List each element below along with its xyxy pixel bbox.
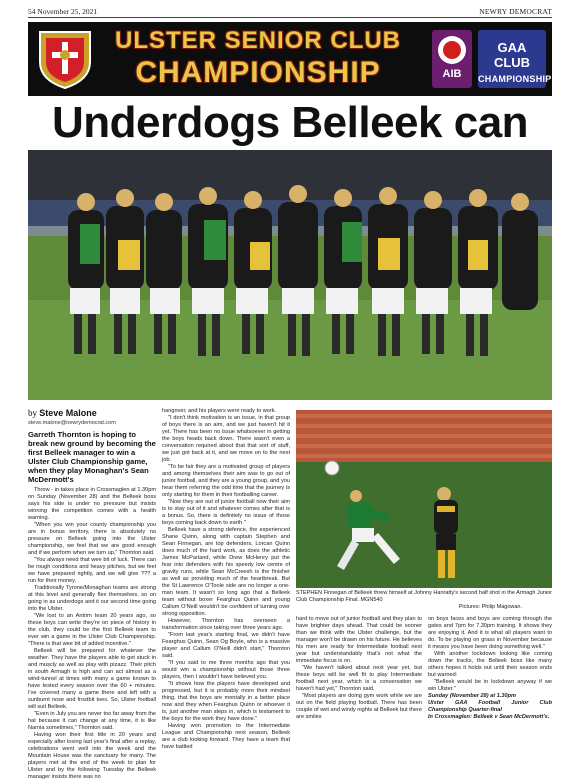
byline-author: Steve Malone [39, 408, 97, 418]
gaa-logo-line2: CHAMPIONSHIPS [478, 74, 558, 84]
header-rule [28, 17, 552, 18]
ulster-crest-icon [36, 28, 94, 90]
championship-banner [28, 22, 558, 96]
paragraph: Having won their first title in 20 years and especially after losing last year's final after a replay, celebrations went well into the week and the Mountain House was the sanctuary for many. The players met at the end of the week to plan for Ulster and by the following Tuesday the Belleek manager insists there was no [28, 732, 156, 780]
team-huddle-photo [28, 150, 552, 400]
banner-title-line1: ULSTER SENIOR CLUB [114, 27, 401, 54]
paragraph: "Even in July you are never too far away from the hat because it can change at any time, it is like Narnia sometimes," Thornton said. [28, 711, 157, 731]
article-column-2 [162, 408, 290, 750]
paragraph: Belleek have a strong defence, the experienced Shane Quinn, along with captain Stephen and Sean Finnegan, are top defenders, Lorcan Quinn does much of the hard work, as does the athletic James McParland, while Drew McHenry put the fear into defenders with his speedy low centre of gravity runs, while Sean McCreesh is the finisher as well as providing much of the heartbreak. But the St Lawrence O'Toole side are no longer a one-man team. It wasn't so long ago that a Belleek team without boxer Fearghus Quinn and young Callum O'Neill wouldn't be confident of turning over strong opposition. [162, 527, 290, 617]
standfirst: Garreth Thornton is hoping to break new ground by becoming the first Belleek manager to win a Ulster Club Championship game, when they play Monaghan's Sean McDermott's [28, 430, 156, 484]
aib-seal-icon [438, 36, 466, 64]
banner-title [98, 26, 418, 90]
paragraph: Belleek will be prepared for whatever the weather. They have the players able to get stuck in and muscly as well as play with pizazz. Their pitch in south Armagh is high and can act almost as a wind-tunnel at times with many a game known to have tested every season over the 60 + minutes. I've covered many a game there and left with a sunburnt nose and frostbit toes. So, Ulster football will suit Belleek. [28, 648, 156, 710]
fixture-competition: Ulster GAA Football Junior Club Championship Quarter-final [428, 700, 552, 713]
gaa-logo-line1: GAA CLUB [493, 40, 531, 70]
paragraph: "From last year's starting final, we didn't have Fearghus Quinn, Sean Og Boyle, who is a massive player and Callum O'Neill didn't start," Thornton said. [162, 632, 290, 659]
article-column-1 [28, 408, 157, 780]
paragraph: "If you said to me three months ago that you would win a championship without those three players, then I wouldn't have believed you. [162, 660, 290, 680]
paragraph: "You always need that wee bit of luck. There can be rough conditions and heavy pitches, but we feel we have prepared rightly, and we will give ??? a run for their money. [28, 557, 156, 584]
caption-text: STEPHEN Finnegan of Belleek threw himself at Johnny Hanratty's second half shot in the Armagh Junior Club Championship Final. MGN540 [296, 590, 552, 603]
paragraph: "When you win your county championship you are in bonus territory, there is absolutely no pressure on Belleek going into the Ulster championship, we feel that we are good enough and if we perform when we turn up," Thornton said. [28, 522, 156, 556]
aib-label: AIB [442, 68, 462, 80]
gaa-club-logo [478, 30, 558, 88]
publication-name: NEWRY DEMOCRAT [479, 7, 552, 16]
photo-caption [296, 590, 552, 612]
paragraph: "I don't think motivation is an issue, in that group of boys there is an aim, and we just haven't hit it yet. There has been no issue whatsoever in getting the boys heads back down. There wasn't even a conversation required about that that sort of stuff, we just got back at it, and we move on to the next job. [162, 415, 290, 463]
author-email: steve.malone@newrydemocrat.com [28, 420, 116, 426]
fixture-date: Sunday (November 28) at 1.30pm [428, 693, 516, 699]
photo-credit: Pictures: Philip Magowan. [458, 604, 522, 610]
article-column-4 [428, 616, 552, 728]
paragraph: Having won promotion to the Intermediate League and Championship next season, Belleek are a club looking forward. They have a team that have battled [162, 723, 290, 750]
byline [28, 408, 156, 419]
aib-logo [432, 30, 472, 88]
paragraph: "Now they are out of junior football now their aim is to stay out of it and whatever comes after that is a bonus. So, there is definitely no issue of those boys coming back down to earth." [162, 499, 290, 526]
paragraph: hard to move out of junior football and they plan to have brighter days ahead. That could be sooner than we think with the Ulster challenge, but the manager won't be drawn on his future. He believes his men are ready for Intermediate football next year but understandably that's not what the immediate focus is on. [296, 616, 422, 664]
paragraph: "It shows how the players have developed and progressed, but it is probably more their mindset thing, that the boys are mentally in a better place now and they when Fearghus Quinn or whoever it is, just another man steps in, which is testament to the boys for the work they have done." [162, 681, 290, 722]
paragraph: on boys faces and boys are coming through the gates and 7pm for 7.30pm training. It shows they are enjoying it. And it is what all players want to do. To be playing on grass in November because it means you have been doing something well." [428, 616, 552, 650]
paragraph: Traditionally Tyrone/Monaghan teams are strong at this level and generally flex themselves, so on going in as underdogs and it our second time going into the Ulster. [28, 585, 156, 612]
paragraph: hangover, and his players were ready to work. [162, 408, 277, 414]
headline: Underdogs Belleek can [51, 98, 529, 147]
match-action-photo [296, 410, 552, 588]
page-date: 54 November 25, 2021 [28, 7, 98, 16]
page-header [28, 6, 552, 18]
paragraph: "Most players are doing gym work while we are out on the field playing football. There has been couple of wet and windy nights at Belleek but there are smiles [296, 693, 422, 720]
banner-title-line2: CHAMPIONSHIP [135, 56, 381, 89]
paragraph: "We lost to an Antrim team 20 years ago, so these boys can write they're on piece of history in the club, they could be the first Belleek team to ever win a game in the Ulster Club Championship. "There is that wee bit of added incentive." [28, 613, 156, 647]
fixture-venue: In Crossmaglen: Belleek v Sean McDermott's. [428, 714, 550, 720]
paragraph: Throw - in takes place in Crossmaglen at 1.30pm on Sunday (November 28) and the Belleek boss says his side is under no pressure but insists winning the competition comes with a health warning. [28, 487, 156, 521]
paragraph: "Belleek would be in lockdown anyway if we win Ulster." [428, 679, 552, 692]
paragraph: "To be fair they are a motivated group of players and among themselves their aim was to go out of junior football, and they are a young group, and you hear them referring the odd time that the journey is only starting for them in their footballing career. [162, 464, 290, 498]
paragraph: "We haven't talked about next year yet, but these boys will be well fit to play Intermediate football next year, which is a conversation we haven't had yet," Thornton said. [296, 665, 422, 692]
article-column-3 [296, 616, 422, 728]
paragraph: However, Thornton has overseen a transformation since taking over three years ago. [162, 618, 290, 631]
byline-prefix: by [28, 408, 37, 418]
paragraph: With another lockdown looking like coming down the tracks, the Belleek boss like many others hopes it holds out until their season ends but warned: [428, 651, 552, 678]
